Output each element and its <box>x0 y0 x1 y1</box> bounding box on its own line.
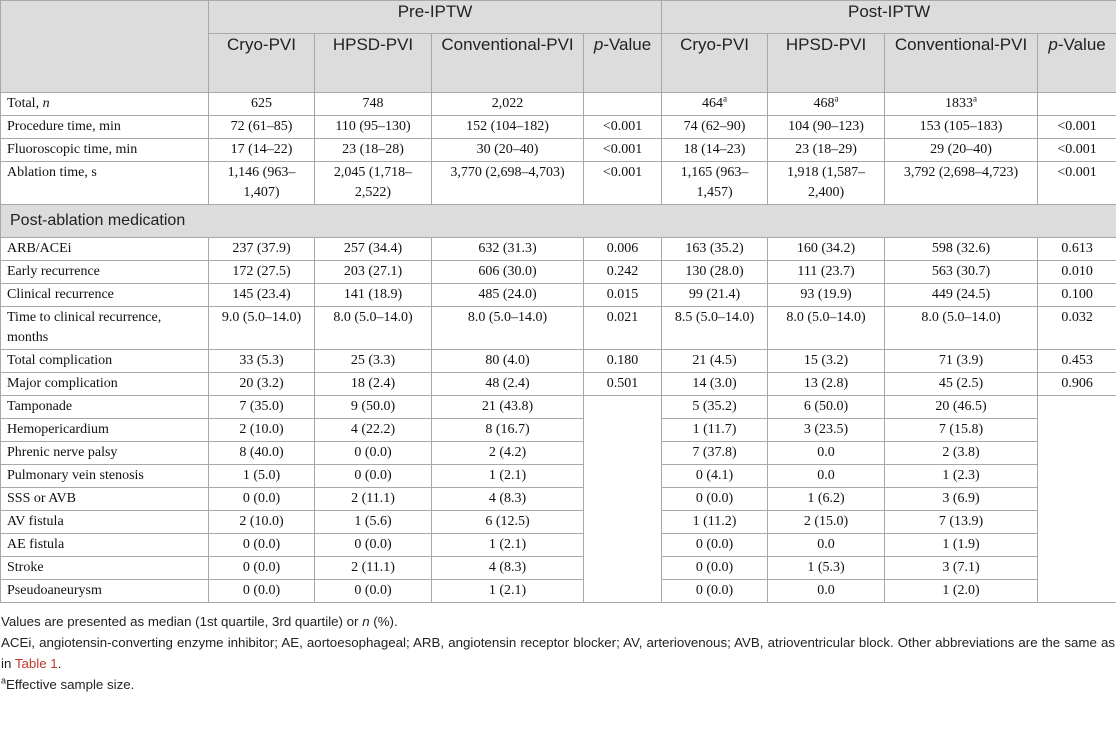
cell-value: <0.001 <box>602 119 643 134</box>
section-row <box>1 205 1116 238</box>
cell-post-2: 20 (46.5) <box>885 396 1038 419</box>
cell-pre-1: 1 (5.6) <box>315 511 432 534</box>
cell-post-3 <box>1038 350 1116 373</box>
cell-post-2: 7 (15.8) <box>885 419 1038 442</box>
cell-value: 3,792 (2,698–4,723) <box>903 165 1019 180</box>
cell-value: 468 <box>813 96 835 111</box>
cell-pre-1: 2 (11.1) <box>315 488 432 511</box>
cell-post-0: 0 (4.1) <box>662 465 768 488</box>
row-label: AV fistula <box>1 511 209 534</box>
col-header-hpsd-post: HPSD-PVI <box>768 34 885 93</box>
cell-value: 29 (20–40) <box>930 142 992 157</box>
row-label: Stroke <box>1 557 209 580</box>
row-label <box>1 307 209 350</box>
cell-pre-2 <box>432 93 584 116</box>
row-label <box>1 139 209 162</box>
cell-value: 8.0 (5.0–14.0) <box>467 310 548 325</box>
cell-pre-3 <box>584 350 662 373</box>
cell-post-1 <box>768 116 885 139</box>
cell-pre-2 <box>432 116 584 139</box>
complication-subrow <box>1 419 1116 442</box>
table-row <box>1 162 1116 205</box>
row-label-text: Ablation time, s <box>7 165 97 180</box>
table-row <box>1 284 1116 307</box>
footnote-values <box>1 611 1115 632</box>
footnote-effective-sample <box>1 674 1115 695</box>
cell-post-0: 1 (11.7) <box>662 419 768 442</box>
cell-pre-0 <box>209 373 315 396</box>
cell-post-1: 3 (23.5) <box>768 419 885 442</box>
table-body <box>1 93 1116 603</box>
cell-superscript: a <box>973 93 978 104</box>
cell-value: 9.0 (5.0–14.0) <box>221 310 302 325</box>
cell-pre-1 <box>315 93 432 116</box>
cell-pre-0: 0 (0.0) <box>209 580 315 603</box>
cell-pre-2: 2 (4.2) <box>432 442 584 465</box>
cell-pre-1: 2 (11.1) <box>315 557 432 580</box>
cell-value: 0.006 <box>606 241 639 256</box>
cell-post-2 <box>885 350 1038 373</box>
cell-post-1: 1 (6.2) <box>768 488 885 511</box>
cell-pre-2: 4 (8.3) <box>432 488 584 511</box>
p-italic: p <box>1048 35 1058 54</box>
cell-value: <0.001 <box>1057 165 1097 180</box>
complication-subrow <box>1 442 1116 465</box>
col-header-conventional-post: Conventional-PVI <box>885 34 1038 93</box>
cell-post-0 <box>662 284 768 307</box>
cell-post-0 <box>662 350 768 373</box>
cell-pre-3 <box>584 284 662 307</box>
cell-value: 0.906 <box>1061 376 1093 391</box>
cell-value: 0.015 <box>606 287 639 302</box>
col-header-hpsd-pre: HPSD-PVI <box>315 34 432 93</box>
table-row <box>1 307 1116 350</box>
cell-pre-2 <box>432 307 584 350</box>
cell-pre-2: 1 (2.1) <box>432 534 584 557</box>
cell-post-3 <box>1038 307 1116 350</box>
cell-value: 203 (27.1) <box>343 264 403 279</box>
cell-value: 8.0 (5.0–14.0) <box>921 310 1001 325</box>
table-row <box>1 373 1116 396</box>
cell-post-3 <box>1038 93 1116 116</box>
cell-post-0: 5 (35.2) <box>662 396 768 419</box>
row-label-text: Time to clinical recurrence, months <box>7 310 162 345</box>
cell-post-2: 2 (3.8) <box>885 442 1038 465</box>
cell-value: 18 (2.4) <box>350 376 396 391</box>
cell-post-2 <box>885 93 1038 116</box>
cell-post-1 <box>768 261 885 284</box>
cell-value: 237 (37.9) <box>232 241 291 256</box>
cell-value: 8.5 (5.0–14.0) <box>674 310 755 325</box>
cell-post-1 <box>768 238 885 261</box>
cell-post-2: 1 (2.3) <box>885 465 1038 488</box>
row-label: Phrenic nerve palsy <box>1 442 209 465</box>
cell-value: 160 (34.2) <box>796 241 856 256</box>
cell-post-1 <box>768 373 885 396</box>
cell-post-0: 0 (0.0) <box>662 534 768 557</box>
cell-pre-2 <box>432 238 584 261</box>
cell-value: <0.001 <box>1057 142 1097 157</box>
cell-value: 1833 <box>945 96 974 111</box>
cell-value: <0.001 <box>602 142 643 157</box>
cell-value: 485 (24.0) <box>478 287 537 302</box>
cell-pre-3 <box>584 139 662 162</box>
section-heading: Post-ablation medication <box>1 205 1116 238</box>
cell-pre-2 <box>432 350 584 373</box>
cell-pre-0: 0 (0.0) <box>209 557 315 580</box>
cell-pre-0: 2 (10.0) <box>209 419 315 442</box>
col-header-pvalue-post <box>1038 34 1116 93</box>
cell-post-2: 7 (13.9) <box>885 511 1038 534</box>
cell-value: 153 (105–183) <box>919 119 1003 134</box>
cell-pre-2: 1 (2.1) <box>432 580 584 603</box>
cell-value: 93 (19.9) <box>800 287 852 302</box>
complication-subrow <box>1 534 1116 557</box>
cell-value: 257 (34.4) <box>343 241 403 256</box>
cell-value: <0.001 <box>1057 119 1097 134</box>
cell-value: 0.180 <box>606 353 639 368</box>
cell-pre-2 <box>432 139 584 162</box>
cell-post-2: 1 (1.9) <box>885 534 1038 557</box>
table-row <box>1 93 1116 116</box>
cell-post-1 <box>768 350 885 373</box>
cell-value: 464 <box>702 96 724 111</box>
cell-post-3 <box>1038 373 1116 396</box>
row-label: Pulmonary vein stenosis <box>1 465 209 488</box>
cell-pre-0 <box>209 307 315 350</box>
cell-pre-3 <box>584 116 662 139</box>
cell-value: 3,770 (2,698–4,703) <box>450 165 565 180</box>
row-label-text: Clinical recurrence <box>7 287 114 302</box>
cell-pre-3 <box>584 162 662 205</box>
cell-value: 30 (20–40) <box>476 142 539 157</box>
cell-post-2 <box>885 261 1038 284</box>
complication-subrow <box>1 511 1116 534</box>
cell-pre-0: 1 (5.0) <box>209 465 315 488</box>
cell-pre-2: 21 (43.8) <box>432 396 584 419</box>
cell-value: 0.032 <box>1061 310 1093 325</box>
cell-pre-2 <box>432 373 584 396</box>
complication-subrow <box>1 488 1116 511</box>
cell-pre-2 <box>432 162 584 205</box>
footnote-text: (%). <box>369 614 398 629</box>
row-label <box>1 238 209 261</box>
cell-value: 8.0 (5.0–14.0) <box>333 310 413 325</box>
cell-post-2: 1 (2.0) <box>885 580 1038 603</box>
cell-pre-0 <box>209 162 315 205</box>
complication-subrow <box>1 580 1116 603</box>
cell-post-1 <box>768 93 885 116</box>
cell-post-2 <box>885 307 1038 350</box>
cell-value: 0.010 <box>1061 264 1093 279</box>
cell-post-3 <box>1038 116 1116 139</box>
cell-post-0 <box>662 261 768 284</box>
cell-superscript: a <box>834 93 839 104</box>
cell-value: 2,022 <box>491 96 524 111</box>
row-label-text: Major complication <box>7 376 118 391</box>
cell-post-3 <box>1038 238 1116 261</box>
cell-value: 141 (18.9) <box>343 287 403 302</box>
row-label-italic: n <box>42 96 50 111</box>
cell-pre-0: 0 (0.0) <box>209 488 315 511</box>
cell-post-0: 0 (0.0) <box>662 580 768 603</box>
cell-value: 606 (30.0) <box>478 264 537 279</box>
cell-post-1 <box>768 162 885 205</box>
cell-value: 18 (14–23) <box>683 142 746 157</box>
cell-pre-0 <box>209 350 315 373</box>
cell-value: 625 <box>251 96 272 111</box>
cell-pre-0: 0 (0.0) <box>209 534 315 557</box>
row-label <box>1 116 209 139</box>
cell-value: 1,165 (963–1,457) <box>680 165 749 200</box>
cell-value: 45 (2.5) <box>938 376 984 391</box>
value-suffix: -Value <box>1057 35 1106 54</box>
cell-value: 80 (4.0) <box>485 353 530 368</box>
cell-post-1 <box>768 284 885 307</box>
header-row-groups <box>1 1 1116 34</box>
cell-post-0 <box>662 373 768 396</box>
cell-post-3 <box>1038 162 1116 205</box>
row-label-text: Total complication <box>7 353 113 368</box>
cell-post-0 <box>662 238 768 261</box>
cell-pre-3 <box>584 238 662 261</box>
row-label-text: Fluoroscopic time, min <box>7 142 138 157</box>
cell-pre-1 <box>315 284 432 307</box>
footnote-text: ACEi, angiotensin-converting enzyme inhibitor; AE, aortoesophageal; ARB, angiotensin receptor blocker; AV, arteriovenous; AVB, atrioventricular block. Other abbreviations are the same as in <box>1 635 1115 671</box>
cell-pre-1: 0 (0.0) <box>315 580 432 603</box>
cell-value: 130 (28.0) <box>685 264 744 279</box>
cell-pre-2: 8 (16.7) <box>432 419 584 442</box>
cell-value: 0.100 <box>1061 287 1093 302</box>
cell-value: 72 (61–85) <box>230 119 293 134</box>
cell-superscript: a <box>723 93 728 104</box>
cell-value: 0.021 <box>606 310 639 325</box>
col-header-cryo-pre: Cryo-PVI <box>209 34 315 93</box>
cell-post-0 <box>662 307 768 350</box>
row-label-text: Early recurrence <box>7 264 100 279</box>
cell-post-2 <box>885 284 1038 307</box>
footnote-text: Effective sample size. <box>6 677 135 692</box>
cell-pre-0 <box>209 284 315 307</box>
pvalue-blank-pre <box>584 396 662 603</box>
footnote-n-italic: n <box>362 614 370 629</box>
cell-value: 152 (104–182) <box>466 119 549 134</box>
table-row <box>1 350 1116 373</box>
cell-post-2: 3 (7.1) <box>885 557 1038 580</box>
cell-value: 8.0 (5.0–14.0) <box>786 310 866 325</box>
cell-post-0: 1 (11.2) <box>662 511 768 534</box>
row-label <box>1 350 209 373</box>
cell-value: 14 (3.0) <box>692 376 737 391</box>
cell-post-0: 7 (37.8) <box>662 442 768 465</box>
row-label-text: Procedure time, min <box>7 119 121 134</box>
cell-pre-1 <box>315 238 432 261</box>
cell-pre-2: 4 (8.3) <box>432 557 584 580</box>
cell-pre-0: 8 (40.0) <box>209 442 315 465</box>
cell-pre-2 <box>432 261 584 284</box>
table-footnotes <box>0 611 1116 695</box>
cell-pre-3 <box>584 93 662 116</box>
cell-post-1: 2 (15.0) <box>768 511 885 534</box>
cell-value: 163 (35.2) <box>685 241 744 256</box>
col-header-conventional-pre: Conventional-PVI <box>432 34 584 93</box>
row-label <box>1 162 209 205</box>
cell-value: 23 (18–29) <box>795 142 857 157</box>
cell-pre-1: 0 (0.0) <box>315 442 432 465</box>
col-header-pvalue-pre <box>584 34 662 93</box>
cell-value: 110 (95–130) <box>335 119 411 134</box>
cell-post-2 <box>885 116 1038 139</box>
cell-post-1 <box>768 139 885 162</box>
complication-subrow <box>1 465 1116 488</box>
cell-value: 99 (21.4) <box>688 287 741 302</box>
cell-post-1: 0.0 <box>768 465 885 488</box>
row-label: Tamponade <box>1 396 209 419</box>
cell-post-3 <box>1038 284 1116 307</box>
cell-value: 0.453 <box>1061 353 1093 368</box>
cell-post-0 <box>662 116 768 139</box>
cell-pre-0: 7 (35.0) <box>209 396 315 419</box>
cell-value: 25 (3.3) <box>350 353 396 368</box>
cell-pre-1 <box>315 373 432 396</box>
row-label-text: Total, <box>7 96 43 111</box>
table-row <box>1 139 1116 162</box>
cell-pre-1 <box>315 261 432 284</box>
cell-post-3 <box>1038 261 1116 284</box>
header-group-pre: Pre-IPTW <box>209 1 662 34</box>
cell-value: <0.001 <box>602 165 643 180</box>
cell-value: 748 <box>362 96 384 111</box>
footnote-text: Values are presented as median (1st quartile, 3rd quartile) or <box>1 614 363 629</box>
cell-post-2 <box>885 373 1038 396</box>
cell-value: 449 (24.5) <box>931 287 991 302</box>
row-label <box>1 261 209 284</box>
cell-post-2: 3 (6.9) <box>885 488 1038 511</box>
table-row <box>1 116 1116 139</box>
row-label <box>1 284 209 307</box>
cell-pre-0 <box>209 93 315 116</box>
row-label: Pseudoaneurysm <box>1 580 209 603</box>
table-1-link[interactable]: Table 1 <box>14 656 58 671</box>
cell-post-1: 1 (5.3) <box>768 557 885 580</box>
complication-subrow <box>1 557 1116 580</box>
cell-post-1 <box>768 307 885 350</box>
cell-pre-1 <box>315 350 432 373</box>
cell-post-1: 0.0 <box>768 534 885 557</box>
cell-value: 20 (3.2) <box>239 376 284 391</box>
cell-pre-1: 0 (0.0) <box>315 465 432 488</box>
p-italic: p <box>593 35 604 54</box>
cell-post-0 <box>662 139 768 162</box>
row-label: AE fistula <box>1 534 209 557</box>
cell-pre-2 <box>432 284 584 307</box>
cell-value: 1,146 (963–1,407) <box>227 165 296 200</box>
row-label <box>1 93 209 116</box>
cell-value: 48 (2.4) <box>485 376 530 391</box>
header-group-post: Post-IPTW <box>662 1 1116 34</box>
table-row <box>1 261 1116 284</box>
col-header-cryo-post: Cryo-PVI <box>662 34 768 93</box>
cell-post-0 <box>662 162 768 205</box>
cell-value: 13 (2.8) <box>803 376 849 391</box>
cell-pre-0 <box>209 238 315 261</box>
cell-post-1: 0.0 <box>768 442 885 465</box>
cell-post-1: 0.0 <box>768 580 885 603</box>
cell-value: 1,918 (1,587–2,400) <box>786 165 866 200</box>
complication-subrow <box>1 396 1116 419</box>
cell-value: 563 (30.7) <box>931 264 991 279</box>
cell-pre-1 <box>315 139 432 162</box>
cell-value: 71 (3.9) <box>938 353 984 368</box>
cell-post-2 <box>885 238 1038 261</box>
cell-pre-0 <box>209 139 315 162</box>
cell-value: 0.501 <box>606 376 639 391</box>
cell-post-1: 6 (50.0) <box>768 396 885 419</box>
cell-pre-1: 9 (50.0) <box>315 396 432 419</box>
cell-pre-1: 0 (0.0) <box>315 534 432 557</box>
cell-value: 17 (14–22) <box>230 142 293 157</box>
cell-pre-3 <box>584 373 662 396</box>
cell-value: 0.242 <box>606 264 639 279</box>
cell-value: 111 (23.7) <box>797 264 855 279</box>
cell-pre-0 <box>209 261 315 284</box>
cell-value: 104 (90–123) <box>788 119 864 134</box>
pvalue-blank-post <box>1038 396 1116 603</box>
cell-pre-0: 2 (10.0) <box>209 511 315 534</box>
cell-value: 21 (4.5) <box>692 353 737 368</box>
cell-post-2 <box>885 162 1038 205</box>
cell-post-0 <box>662 93 768 116</box>
header-corner <box>1 1 209 93</box>
cell-value: 632 (31.3) <box>478 241 537 256</box>
footnote-superscript: a <box>1 675 7 686</box>
value-suffix: -Value <box>603 35 652 54</box>
row-label: SSS or AVB <box>1 488 209 511</box>
cell-pre-1 <box>315 307 432 350</box>
cell-pre-2: 6 (12.5) <box>432 511 584 534</box>
cell-value: 23 (18–28) <box>342 142 404 157</box>
cell-post-0: 0 (0.0) <box>662 557 768 580</box>
cell-value: 0.613 <box>1061 241 1093 256</box>
cell-pre-1 <box>315 162 432 205</box>
cell-value: 33 (5.3) <box>239 353 284 368</box>
row-label-text: ARB/ACEi <box>7 241 72 256</box>
cell-pre-0 <box>209 116 315 139</box>
cell-value: 145 (23.4) <box>232 287 291 302</box>
cell-post-0: 0 (0.0) <box>662 488 768 511</box>
cell-value: 172 (27.5) <box>232 264 291 279</box>
cell-pre-1 <box>315 116 432 139</box>
cell-value: 598 (32.6) <box>931 241 991 256</box>
cell-post-3 <box>1038 139 1116 162</box>
footnote-text: . <box>57 656 62 671</box>
cell-pre-2: 1 (2.1) <box>432 465 584 488</box>
cell-value: 74 (62–90) <box>683 119 746 134</box>
cell-value: 15 (3.2) <box>803 353 849 368</box>
row-label: Hemopericardium <box>1 419 209 442</box>
cell-pre-3 <box>584 307 662 350</box>
row-label <box>1 373 209 396</box>
cell-post-2 <box>885 139 1038 162</box>
cell-pre-3 <box>584 261 662 284</box>
cell-pre-1: 4 (22.2) <box>315 419 432 442</box>
footnote-abbreviations <box>1 632 1115 674</box>
cell-value: 2,045 (1,718–2,522) <box>333 165 413 200</box>
table-row <box>1 238 1116 261</box>
